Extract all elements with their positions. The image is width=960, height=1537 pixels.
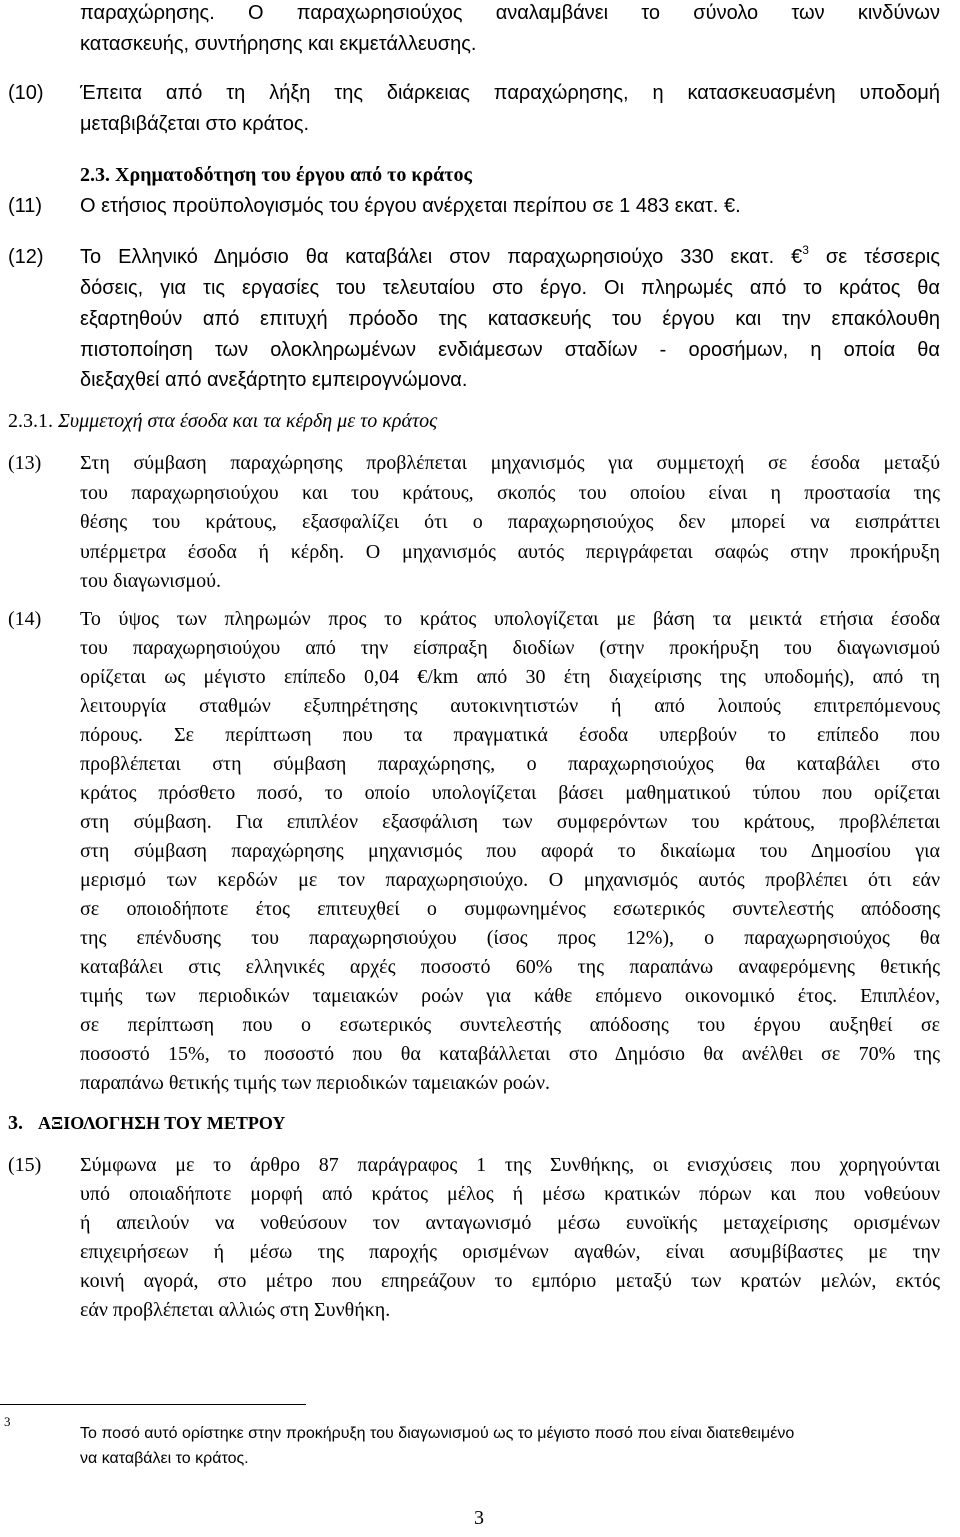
footnote-mark: 3 bbox=[4, 1414, 11, 1429]
para-14-line: λειτουργία σταθμών εξυπηρέτησης αυτοκινητιστών ή από λοιπούς επιτρεπόμενους bbox=[80, 695, 940, 717]
para-15-line: επιχειρήσεων ή μέσω της παροχής ορισμένων αγαθών, είναι ασυμβίβαστες με την bbox=[80, 1241, 940, 1263]
footnote-ref-3: 3 bbox=[802, 243, 809, 257]
para-14-line: ορίζεται ως μέγιστο επίπεδο 0,04 €/km από 30 έτη διαχείρισης της υποδομής), από τη bbox=[80, 666, 940, 688]
section-heading-2-3: 2.3. Χρηματοδότηση του έργου από το κράτος bbox=[80, 164, 472, 186]
footnote-line-1: Το ποσό αυτό ορίστηκε στην προκήρυξη του διαγωνισμού ως το μέγιστο ποσό που είναι διατεθειμένο bbox=[80, 1425, 795, 1442]
para-number-13: (13) bbox=[8, 452, 42, 474]
para-13-line: υπέρμετρα έσοδα ή κέρδη. Ο μηχανισμός αυτός περιγράφεται σαφώς στην προκήρυξη bbox=[80, 541, 940, 563]
para-12-line-2: δόσεις, για τις εργασίες του τελευταίου στο έργο. Οι πληρωμές από το κράτος θα bbox=[80, 277, 940, 299]
para-15-line: ή απειλούν να νοθεύσουν τον ανταγωνισμό μέσω ευνοϊκής μεταχείρισης ορισμένων bbox=[80, 1212, 940, 1234]
para-13-line: Στη σύμβαση παραχώρησης προβλέπεται μηχανισμός για συμμετοχή σε έσοδα μεταξύ bbox=[80, 452, 940, 474]
para-11-line-1: Ο ετήσιος προϋπολογισμός του έργου ανέρχεται περίπου σε 1 483 εκατ. €. bbox=[80, 195, 741, 217]
footnote-line-2: να καταβάλει το κράτος. bbox=[80, 1450, 249, 1467]
subsection-title: Συμμετοχή στα έσοδα και τα κέρδη με το κράτος bbox=[58, 410, 438, 432]
para-10-line-1: Έπειτα από τη λήξη της διάρκειας παραχώρησης, η κατασκευασμένη υποδομή bbox=[80, 82, 940, 104]
section-number: 3. bbox=[8, 1112, 23, 1134]
para-13-line: θέσης του κράτους, εξασφαλίζει ότι ο παραχωρησιούχος δεν μπορεί να εισπράττει bbox=[80, 511, 940, 533]
para-14-line: προβλέπεται στη σύμβαση παραχώρησης, ο παραχωρησιούχος θα καταβάλει στο bbox=[80, 753, 940, 775]
para-number-11: (11) bbox=[8, 195, 43, 217]
para-14-line: στη σύμβαση παραχώρησης μηχανισμός που αφορά το δικαίωμα του Δημοσίου για bbox=[80, 840, 940, 862]
para-14-line: κράτος πρόσθετο ποσό, το οποίο υπολογίζεται βάσει μαθηματικού τύπου που ορίζεται bbox=[80, 782, 940, 804]
para-13-line: του διαγωνισμού. bbox=[80, 570, 222, 592]
para-15-line: εάν προβλέπεται αλλιώς στη Συνθήκη. bbox=[80, 1299, 391, 1321]
para-number-14: (14) bbox=[8, 608, 42, 630]
para-15-line: κοινή αγορά, στο μέτρο που επηρεάζουν το εμπόριο μεταξύ των κρατών μελών, εκτός bbox=[80, 1270, 940, 1292]
subsection-heading-2-3-1 bbox=[8, 408, 437, 435]
para-14-line: στη σύμβαση. Για επιπλέον εξασφάλιση των συμφερόντων του κράτους, προβλέπεται bbox=[80, 811, 940, 833]
para-14-line: της επένδυσης του παραχωρησιούχου (ίσος προς 12%), ο παραχωρησιούχος θα bbox=[80, 927, 940, 949]
para-15-line: υπό οποιαδήποτε μορφή από κράτος μέλος ή μέσω κρατικών πόρων και που νοθεύουν bbox=[80, 1183, 940, 1205]
intro-line-1: παραχώρησης. Ο παραχωρησιούχος αναλαμβάνει το σύνολο των κινδύνων bbox=[80, 2, 940, 24]
para-12-line-5: διεξαχθεί από ανεξάρτητο εμπειρογνώμονα. bbox=[80, 369, 468, 391]
para-14-line: πόρους. Σε περίπτωση που τα πραγματικά έσοδα υπερβούν το επίπεδο που bbox=[80, 724, 940, 746]
para-10-line-2: μεταβιβάζεται στο κράτος. bbox=[80, 113, 310, 135]
para-13-line: του παραχωρησιούχου και του κράτους, σκοπός του οποίου είναι η προστασία της bbox=[80, 482, 940, 504]
para-14-line: παραπάνω θετικής τιμής των περιοδικών ταμειακών ροών. bbox=[80, 1072, 550, 1094]
para-14-line: καταβάλει στις ελληνικές αρχές ποσοστό 60% της παραπάνω αναφερόμενης θετικής bbox=[80, 956, 940, 978]
para-14-line: ποσοστό 15%, το ποσοστό που θα καταβάλλεται στο Δημόσιο θα ανέλθει σε 70% της bbox=[80, 1043, 940, 1065]
para-12-text-a: Το Ελληνικό Δημόσιο θα καταβάλει στον παραχωρησιούχο 330 εκατ. € bbox=[80, 246, 803, 268]
intro-line-2: κατασκευής, συντήρησης και εκμετάλλευσης. bbox=[80, 33, 477, 55]
para-14-line: μερισμό των κερδών με τον παραχωρησιούχο. Ο μηχανισμός αυτός προβλέπει ότι εάν bbox=[80, 869, 940, 891]
subsection-number: 2.3.1. bbox=[8, 410, 53, 432]
section-heading-3 bbox=[8, 1110, 285, 1137]
para-12-text-b: σε τέσσερις bbox=[808, 246, 940, 268]
para-14-line: σε οποιοδήποτε έτος επιτευχθεί ο συμφωνημένος εσωτερικός συντελεστής απόδοσης bbox=[80, 898, 940, 920]
para-12-line-3: εξαρτηθούν από επιτυχή πρόοδο της κατασκευής του έργου και την επακόλουθη bbox=[80, 308, 940, 330]
para-14-line: σε περίπτωση που ο εσωτερικός συντελεστής απόδοσης του έργου αυξηθεί σε bbox=[80, 1014, 940, 1036]
para-number-15: (15) bbox=[8, 1154, 42, 1176]
section-title: ΑΞΙΟΛΟΓΗΣΗ ΤΟΥ ΜΕΤΡΟΥ bbox=[38, 1113, 286, 1133]
para-12-line-4: πιστοποίηση των ολοκληρωμένων ενδιάμεσων σταδίων - οροσήμων, η οποία θα bbox=[80, 339, 940, 361]
page-number: 3 bbox=[474, 1507, 484, 1529]
para-number-10: (10) bbox=[8, 82, 44, 104]
footnote-separator bbox=[0, 1404, 306, 1405]
para-12-line-1 bbox=[80, 244, 940, 271]
para-14-line: του παραχωρησιούχου από την είσπραξη διοδίων (στην προκήρυξη του διαγωνισμού bbox=[80, 637, 940, 659]
para-14-line: τιμής των περιοδικών ταμειακών ροών για κάθε επόμενο οικονομικό έτος. Επιπλέον, bbox=[80, 985, 940, 1007]
para-15-line: Σύμφωνα με το άρθρο 87 παράγραφος 1 της Συνθήκης, οι ενισχύσεις που χορηγούνται bbox=[80, 1154, 940, 1176]
para-14-line: Το ύψος των πληρωμών προς το κράτος υπολογίζεται με βάση τα μεικτά ετήσια έσοδα bbox=[80, 608, 940, 630]
para-number-12: (12) bbox=[8, 246, 44, 268]
